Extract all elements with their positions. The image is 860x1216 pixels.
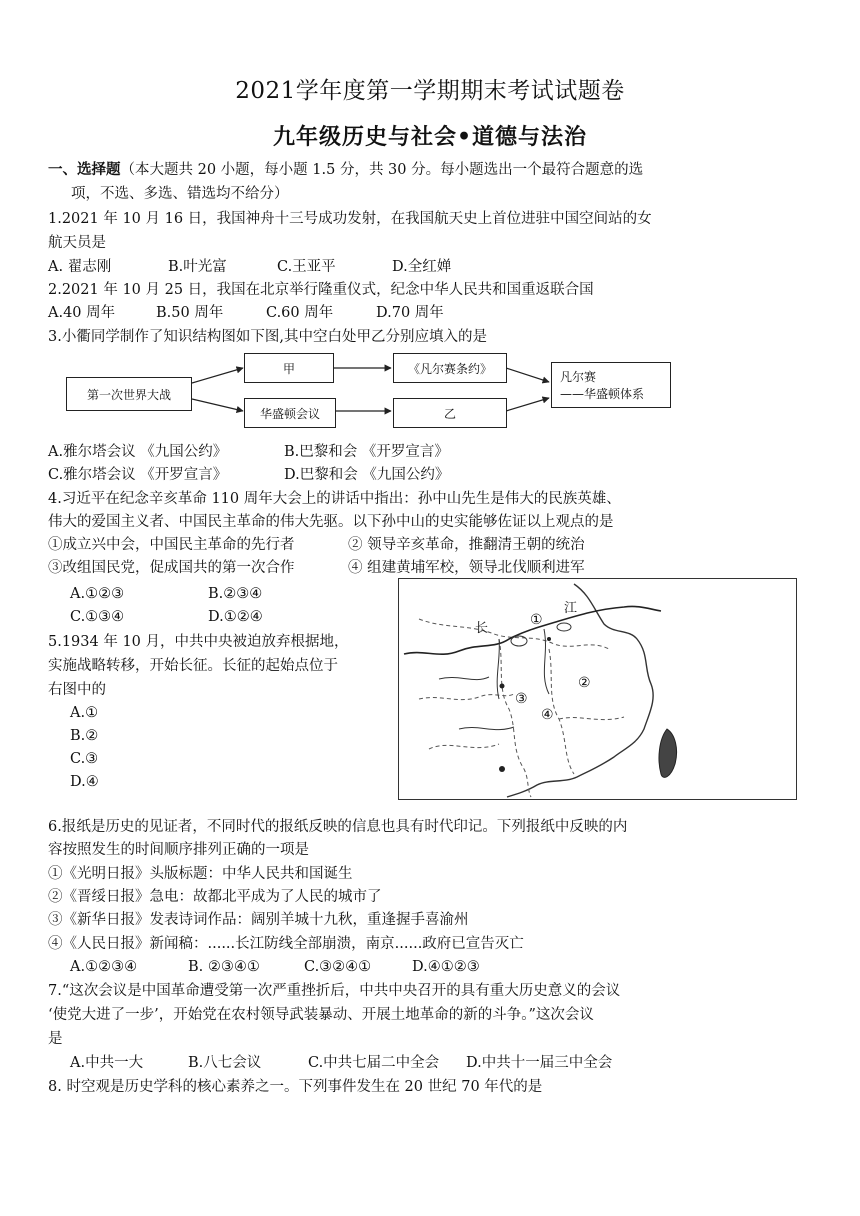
q7-option-b: B.八七会议 <box>188 1055 262 1071</box>
q2-option-b: B.50 周年 <box>156 305 224 321</box>
q5-option-d: D.④ <box>70 774 99 790</box>
q4-item-1: ①成立兴中会，中国民主革命的先行者 <box>48 537 295 553</box>
q6-stem-2: 容按照发生的时间顺序排列正确的一项是 <box>48 842 309 858</box>
diagram-node-washington: 华盛顿会议 <box>244 398 336 428</box>
q1-stem-2: 航天员是 <box>48 235 106 251</box>
q3-option-a: A.雅尔塔会议 《九国公约》 <box>48 444 228 460</box>
system-line-2: ——华盛顿体系 <box>560 387 645 401</box>
q2-stem: 2.2021 年 10 月 25 日，我国在北京举行隆重仪式，纪念中华人民共和国重返联合国 <box>48 282 594 298</box>
q7-stem-2: ‘使党大进了一步’，开始党在农村领导武装暴动、开展土地革命的新的斗争。”这次会议 <box>48 1007 594 1023</box>
section-heading: 一、选择题 <box>48 161 121 178</box>
diagram-node-versailles: 《凡尔赛条约》 <box>393 353 507 383</box>
q7-option-a: A.中共一大 <box>70 1055 144 1071</box>
q6-option-d: D.④①②③ <box>412 959 480 975</box>
q1-option-b: B.叶光富 <box>168 259 227 275</box>
q4-option-d: D.①②④ <box>208 609 263 625</box>
q5-stem-2: 实施战略转移，开始长征。长征的起始点位于 <box>48 658 338 674</box>
q2-option-a: A.40 周年 <box>48 305 116 321</box>
q6-option-b: B. ②③④① <box>188 959 260 975</box>
q6-item-1: ①《光明日报》头版标题：中华人民共和国诞生 <box>48 866 353 882</box>
q6-option-a: A.①②③④ <box>70 959 138 975</box>
q3-stem: 3.小衢同学制作了知识结构图如下图,其中空白处甲乙分别应填入的是 <box>48 329 487 345</box>
q4-item-4: ④ 组建黄埔军校，领导北伐顺利进军 <box>348 560 585 576</box>
map-marker-3: ③ <box>515 691 528 707</box>
long-march-map <box>398 578 797 800</box>
q5-stem-3: 右图中的 <box>48 682 106 698</box>
q7-stem-1: 7.“这次会议是中国革命遭受第一次严重挫折后，中共中央召开的具有重大历史意义的会议 <box>48 983 621 999</box>
q7-option-d: D.中共十一届三中全会 <box>466 1055 613 1071</box>
system-line-1: 凡尔赛 <box>560 370 597 384</box>
map-marker-2: ② <box>578 675 591 691</box>
q6-item-4: ④《人民日报》新闻稿：......长江防线全部崩溃，南京......政府已宣告灭亡 <box>48 936 524 952</box>
q4-item-2: ② 领导辛亥革命，推翻清王朝的统治 <box>348 537 585 553</box>
q2-option-c: C.60 周年 <box>266 305 334 321</box>
q8-stem: 8. 时空观是历史学科的核心素养之一。下列事件发生在 20 世纪 70 年代的是 <box>48 1079 543 1095</box>
q5-option-a: A.① <box>70 705 99 721</box>
q1-option-c: C.王亚平 <box>277 259 336 275</box>
q1-option-a: A. 翟志刚 <box>48 259 112 275</box>
map-label-jiang: 江 <box>564 601 578 616</box>
map-marker-4: ④ <box>541 707 554 723</box>
q4-item-3: ③改组国民党，促成国共的第一次合作 <box>48 560 295 576</box>
instructions-line-1: （本大题共 20 小题，每小题 1.5 分，共 30 分。每小题选出一个最符合题意的选 <box>120 162 644 178</box>
map-drawing <box>399 579 796 799</box>
diagram-node-ww1: 第一次世界大战 <box>66 377 192 411</box>
q7-option-c: C.中共七届二中全会 <box>308 1055 440 1071</box>
diagram-node-jia: 甲 <box>244 353 334 383</box>
q6-item-2: ②《晋绥日报》急电：故都北平成为了人民的城市了 <box>48 889 382 905</box>
q4-stem-1: 4.习近平在纪念辛亥革命 110 周年大会上的讲话中指出：孙中山先生是伟大的民族英雄、 <box>48 491 621 507</box>
q4-stem-2: 伟大的爱国主义者、中国民主革命的伟大先驱。以下孙中山的史实能够佐证以上观点的是 <box>48 514 614 530</box>
exam-subtitle: 九年级历史与社会•道德与法治 <box>272 124 588 150</box>
instructions-line-2: 项，不选、多选、错选均不给分） <box>71 186 289 202</box>
q4-option-c: C.①③④ <box>70 609 125 625</box>
q6-option-c: C.③②④① <box>304 959 372 975</box>
diagram-node-yi: 乙 <box>393 398 507 428</box>
q5-stem-1: 5.1934 年 10 月，中共中央被迫放弃根据地， <box>48 634 349 650</box>
q4-option-b: B.②③④ <box>208 586 263 602</box>
q1-stem-1: 1.2021 年 10 月 16 日，我国神舟十三号成功发射，在我国航天史上首位进驻中国空间站的女 <box>48 211 652 227</box>
q4-option-a: A.①②③ <box>70 586 125 602</box>
q3-option-b: B.巴黎和会 《开罗宣言》 <box>284 444 449 460</box>
map-label-chang: 长 <box>475 621 489 636</box>
q2-option-d: D.70 周年 <box>376 305 444 321</box>
q3-option-c: C.雅尔塔会议 《开罗宣言》 <box>48 467 228 483</box>
exam-title: 2021学年度第一学期期末考试试题卷 <box>235 78 625 104</box>
q7-stem-3: 是 <box>48 1031 63 1047</box>
map-marker-1: ① <box>530 612 543 628</box>
q5-option-b: B.② <box>70 728 99 744</box>
diagram-node-system <box>551 362 671 408</box>
q6-stem-1: 6.报纸是历史的见证者，不同时代的报纸反映的信息也具有时代印记。下列报纸中反映的内 <box>48 819 628 835</box>
q5-option-c: C.③ <box>70 751 99 767</box>
q1-option-d: D.全红婵 <box>392 259 452 275</box>
q6-item-3: ③《新华日报》发表诗词作品：阔别羊城十九秋，重逢握手喜渝州 <box>48 912 469 928</box>
q3-option-d: D.巴黎和会 《九国公约》 <box>284 467 450 483</box>
